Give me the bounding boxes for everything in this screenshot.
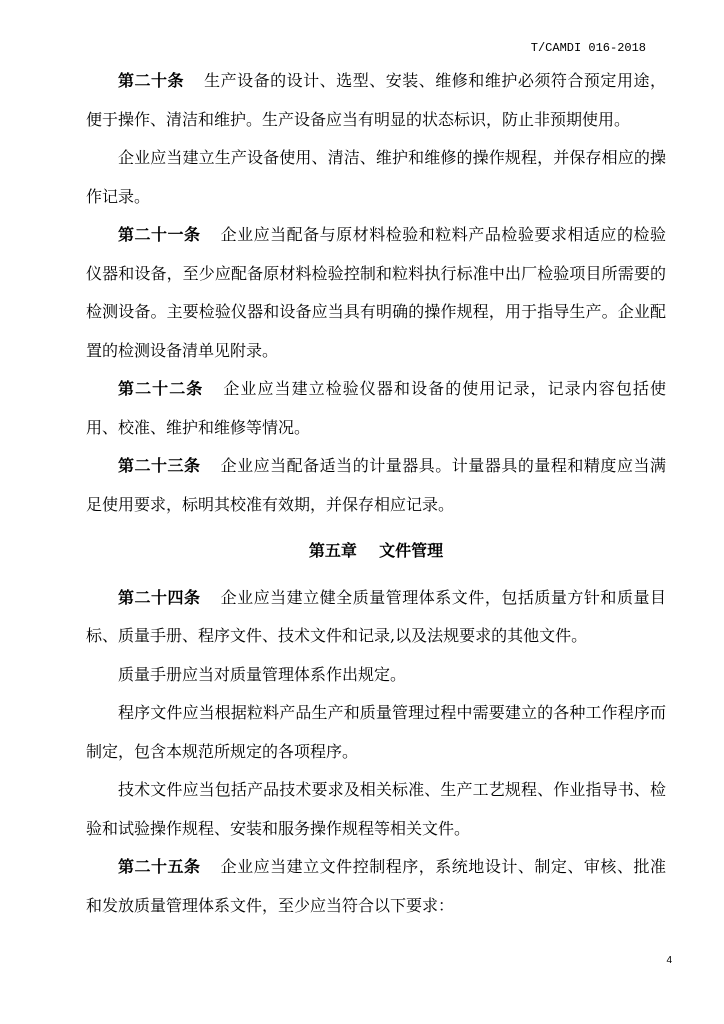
article-text: 企业应当配备适当的计量器具。计量器具的量程和精度应当满足使用要求，标明其校准有效期，并保存相应记录。 bbox=[86, 456, 666, 514]
page-number: 4 bbox=[666, 955, 672, 966]
paragraph: 企业应当建立生产设备使用、清洁、维护和维修的操作规程，并保存相应的操作记录。 bbox=[86, 148, 666, 206]
article-22 bbox=[86, 370, 666, 447]
article-number: 第二十五条 bbox=[118, 857, 201, 876]
paragraph: 质量手册应当对质量管理体系作出规定。 bbox=[118, 664, 407, 684]
paragraph: 程序文件应当根据粒料产品生产和质量管理过程中需要建立的各种工作程序而制定，包含本规范所规定的各项程序。 bbox=[86, 703, 666, 761]
article-20 bbox=[86, 62, 666, 139]
paragraph: 技术文件应当包括产品技术要求及相关标准、生产工艺规程、作业指导书、检验和试验操作规程、安装和服务操作规程等相关文件。 bbox=[86, 780, 666, 838]
article-number: 第二十二条 bbox=[118, 379, 204, 398]
article-text: 企业应当建立文件控制程序，系统地设计、制定、审核、批准和发放质量管理体系文件，至少应当符合以下要求： bbox=[86, 857, 666, 915]
article-text: 企业应当建立检验仪器和设备的使用记录，记录内容包括使用、校准、维护和维修等情况。 bbox=[86, 379, 666, 437]
article-text: 生产设备的设计、选型、安装、维修和维护必须符合预定用途，便于操作、清洁和维护。生产设备应当有明显的状态标识，防止非预期使用。 bbox=[86, 71, 666, 129]
article-number: 第二十条 bbox=[118, 71, 185, 90]
article-text: 企业应当配备与原材料检验和粒料产品检验要求相适应的检验仪器和设备，至少应配备原材料检验控制和粒料执行标准中出厂检验项目所需要的检测设备。主要检验仪器和设备应当具有明确的操作规程，用于指导生产。企业配置的检测设备清单见附录。 bbox=[86, 225, 666, 360]
document-code-header: T/CAMDI 016-2018 bbox=[530, 41, 646, 55]
article-24 bbox=[86, 579, 666, 656]
article-number: 第二十四条 bbox=[118, 587, 201, 607]
article-number: 第二十三条 bbox=[118, 456, 201, 475]
article-text: 企业应当建立健全质量管理体系文件，包括质量方针和质量目标、质量手册、程序文件、技术文件和记录,以及法规要求的其他文件。 bbox=[86, 587, 666, 645]
chapter-heading: 第五章 文件管理 bbox=[308, 541, 444, 560]
document-body bbox=[86, 62, 666, 925]
article-21 bbox=[86, 216, 666, 370]
article-number: 第二十一条 bbox=[118, 225, 201, 244]
article-23 bbox=[86, 447, 666, 524]
article-25 bbox=[86, 848, 666, 925]
